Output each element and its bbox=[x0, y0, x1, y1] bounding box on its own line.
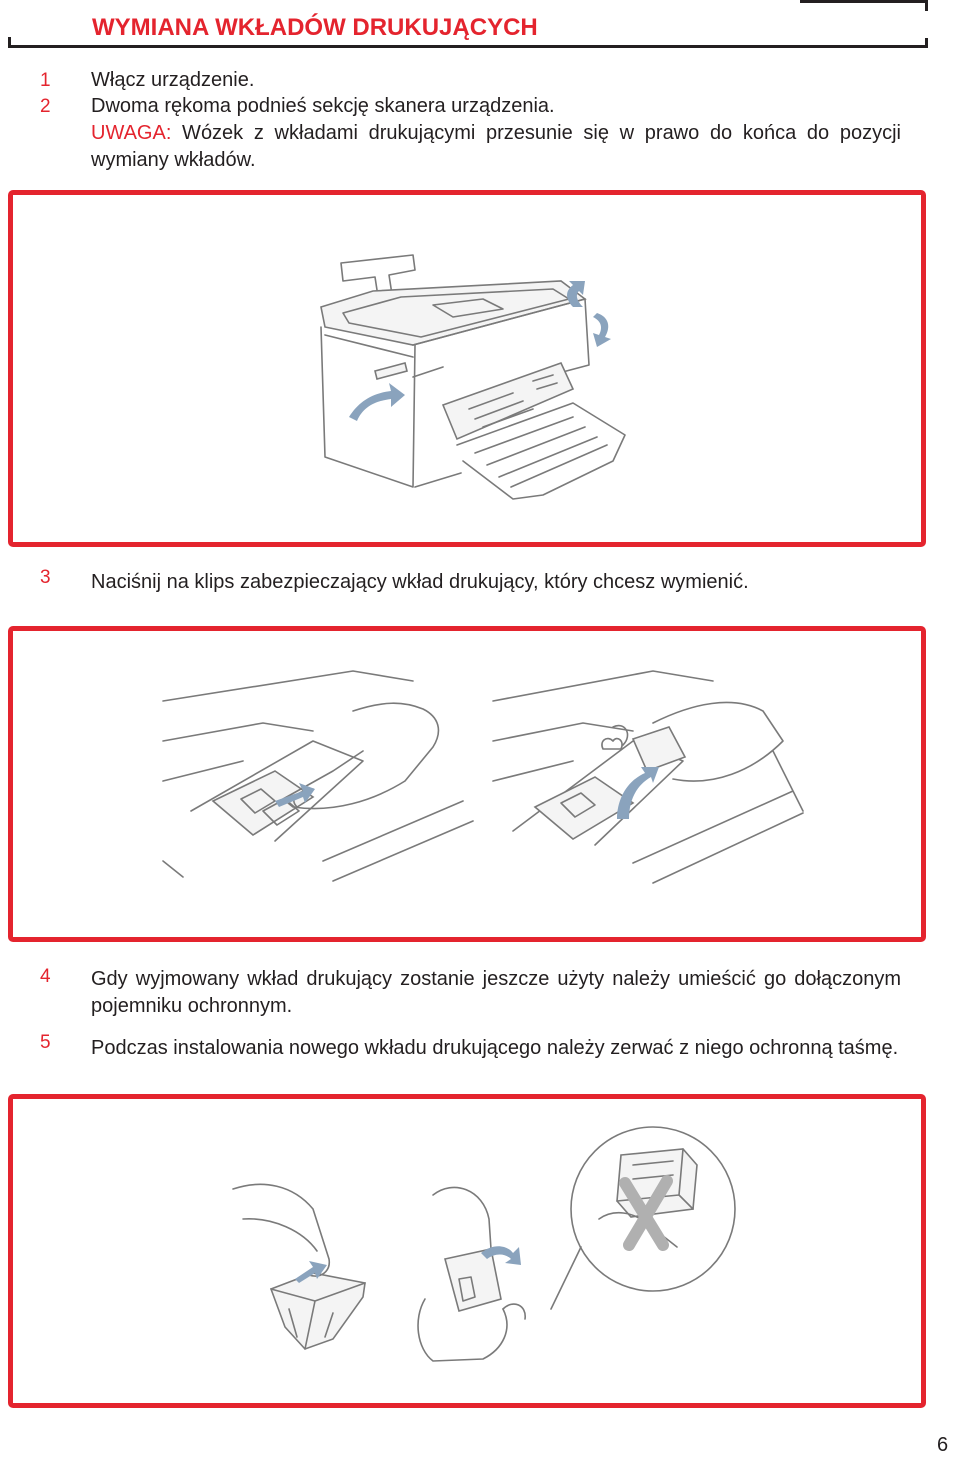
step-text-5: Podczas instalowania nowego wkładu drukującego należy zerwać z niego ochronną taśmę. bbox=[91, 1037, 899, 1059]
header-tick-right-top bbox=[925, 0, 928, 11]
step-number-1: 1 bbox=[40, 70, 51, 91]
step-text-1: Włącz urządzenie. bbox=[91, 69, 255, 91]
step-text-3: Naciśnij na klips zabezpieczający wkład drukujący, który chcesz wymienić. bbox=[91, 571, 749, 593]
note bbox=[91, 120, 901, 174]
cartridge-tape-removal-illustration bbox=[13, 1099, 921, 1403]
step-text-4: Gdy wyjmowany wkład drukujący zostanie jeszcze użyty należy umieścić go dołączonym pojemniku ochronnym. bbox=[91, 968, 901, 1017]
figure-box-3 bbox=[8, 1094, 926, 1408]
header-rule bbox=[8, 45, 928, 48]
figure-box-1 bbox=[8, 190, 926, 547]
step-number-5: 5 bbox=[40, 1032, 51, 1053]
step-number-3: 3 bbox=[40, 567, 51, 588]
step-number-4: 4 bbox=[40, 966, 51, 987]
page-title: WYMIANA WKŁADÓW DRUKUJĄCYCH bbox=[92, 14, 538, 41]
figure-box-2 bbox=[8, 626, 926, 942]
header-rule-top bbox=[800, 0, 928, 3]
note-text: Wózek z wkładami drukującymi przesunie się w prawo do końca do pozycji wymiany wkładów. bbox=[91, 122, 901, 171]
step-number-2: 2 bbox=[40, 96, 51, 117]
step-text-2: Dwoma rękoma podnieś sekcję skanera urządzenia. bbox=[91, 95, 555, 117]
cartridge-clip-press-illustration bbox=[13, 631, 921, 937]
note-label: UWAGA: bbox=[91, 122, 172, 144]
page-number: 6 bbox=[937, 1434, 949, 1456]
printer-open-scanner-illustration bbox=[13, 195, 921, 542]
